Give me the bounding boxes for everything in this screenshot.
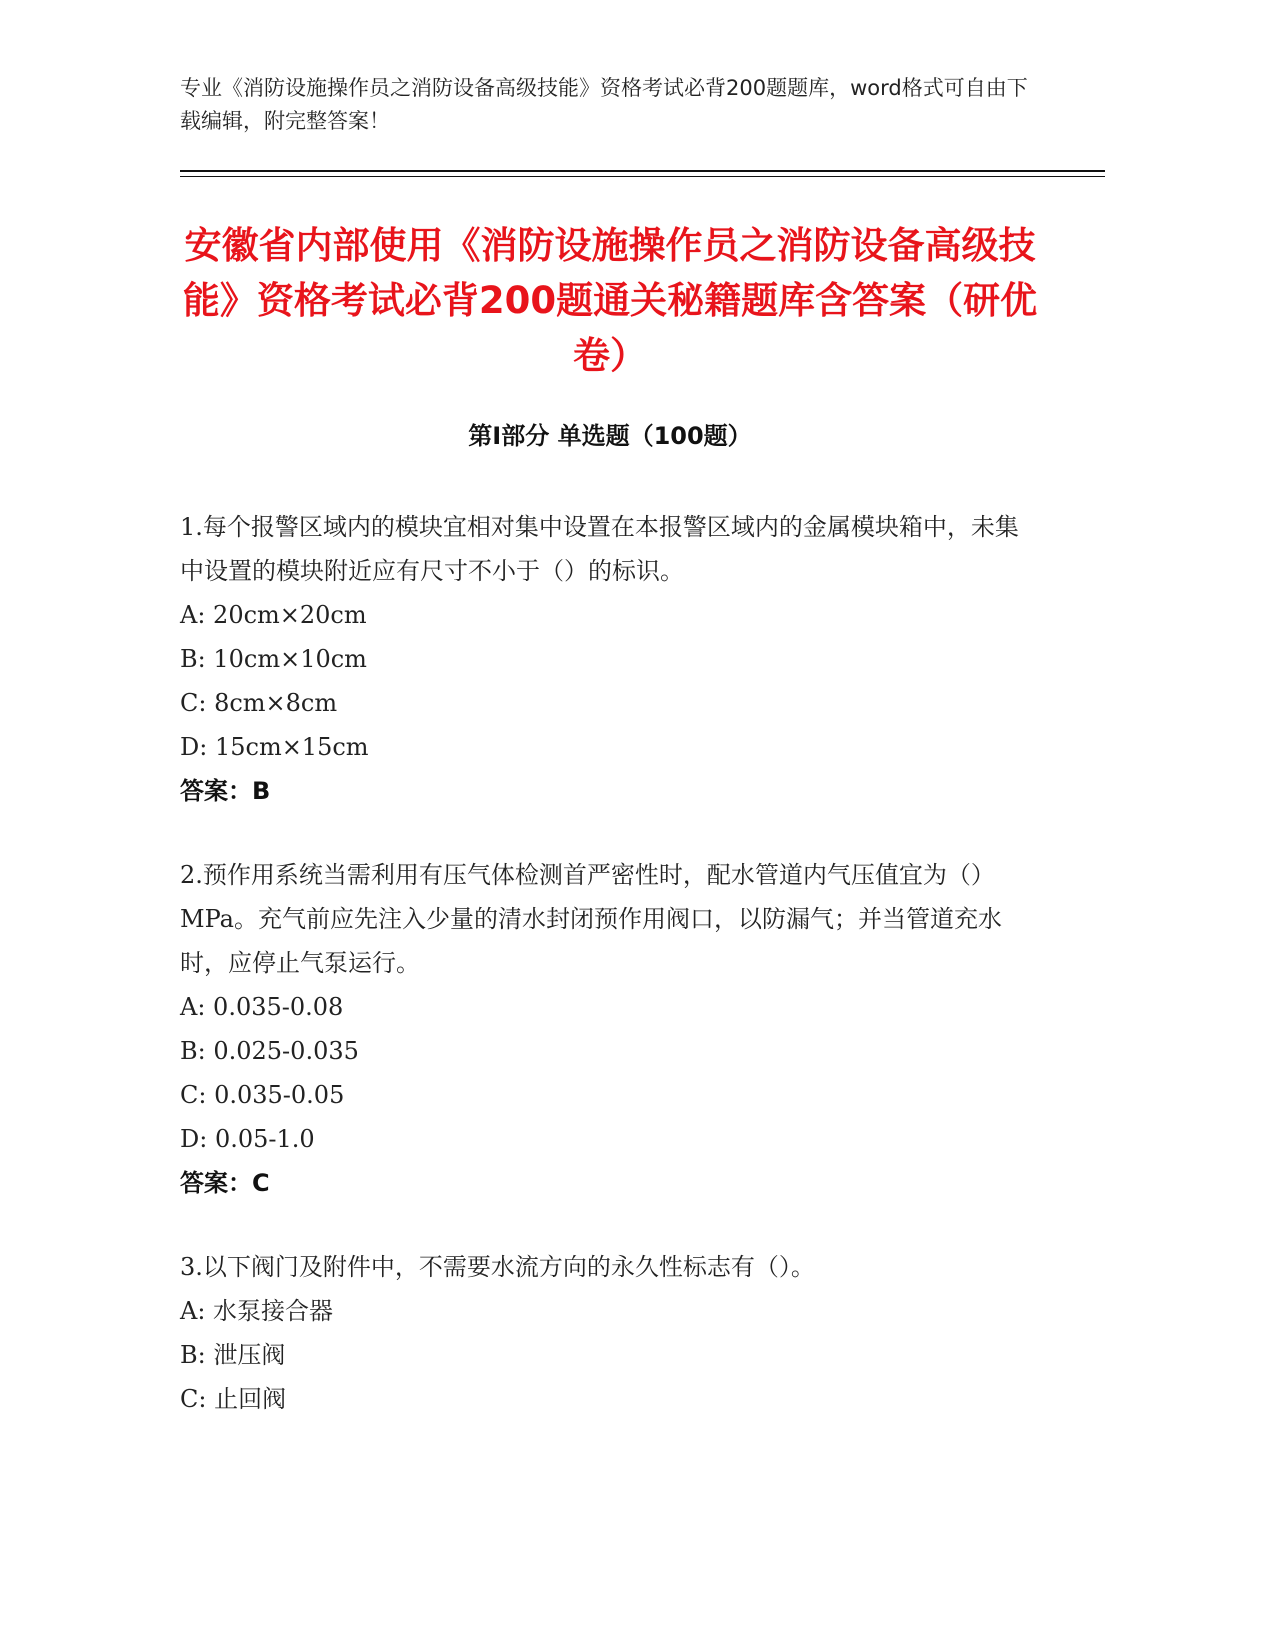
header-note: 专业《消防设施操作员之消防设备高级技能》资格考试必背200题题库，word格式可自由下载编辑，附完整答案！ — [180, 76, 1028, 133]
question-list — [180, 505, 1040, 1461]
option-d: D: 0.05-1.0 — [180, 1125, 315, 1153]
question-2 — [180, 853, 1040, 1205]
option-a: A: 20cm×20cm — [180, 601, 367, 629]
question-text: 1.每个报警区域内的模块宜相对集中设置在本报警区域内的金属模块箱中，未集中设置的模块附近应有尺寸不小于（）的标识。 — [180, 513, 1019, 585]
option-b: B: 0.025-0.035 — [180, 1037, 359, 1065]
answer: 答案：C — [180, 1169, 270, 1197]
option-d: D: 15cm×15cm — [180, 733, 369, 761]
option-b: B: 泄压阀 — [180, 1341, 286, 1369]
header-rule-thin — [180, 176, 1105, 177]
section-heading: 第Ⅰ部分 单选题（100题） — [468, 422, 752, 450]
option-c: C: 0.035-0.05 — [180, 1081, 345, 1109]
question-1 — [180, 505, 1040, 813]
option-b: B: 10cm×10cm — [180, 645, 367, 673]
option-c: C: 止回阀 — [180, 1385, 287, 1413]
answer: 答案：B — [180, 777, 271, 805]
option-a: A: 0.035-0.08 — [180, 993, 344, 1021]
document-title: 安徽省内部使用《消防设施操作员之消防设备高级技能》资格考试必背200题通关秘籍题库含答案（研优卷） — [182, 224, 1038, 377]
header-rule-thick — [180, 170, 1105, 172]
option-a: A: 水泵接合器 — [180, 1297, 334, 1325]
option-c: C: 8cm×8cm — [180, 689, 338, 717]
question-text: 3.以下阀门及附件中，不需要水流方向的永久性标志有（）。 — [180, 1253, 815, 1281]
question-3 — [180, 1245, 1040, 1421]
question-text: 2.预作用系统当需利用有压气体检测首严密性时，配水管道内气压值宜为（）MPa。充气前应先注入少量的清水封闭预作用阀口，以防漏气；并当管道充水时，应停止气泵运行。 — [180, 861, 1002, 977]
